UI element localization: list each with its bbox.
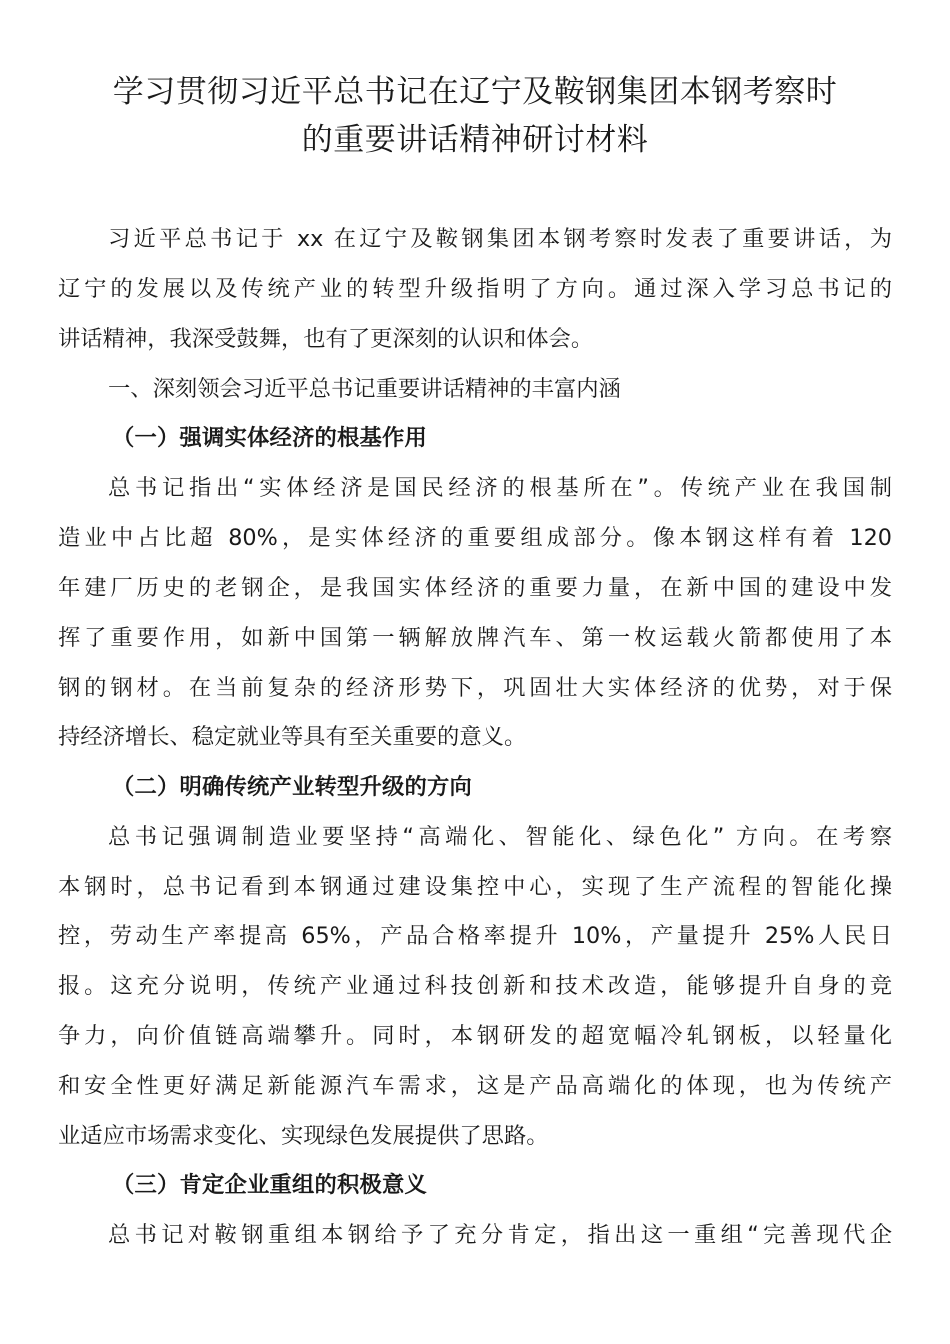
paragraph-line: 业适应市场需求变化、实现绿色发展提供了思路。 [58, 1123, 549, 1149]
document-title-line-1: 学习贯彻习近平总书记在辽宁及鞍钢集团本钢考察时 [112, 74, 838, 110]
subsection-heading: （二）明确传统产业转型升级的方向 [112, 774, 472, 800]
section-heading: 一、深刻领会习近平总书记重要讲话精神的丰富内涵 [108, 376, 621, 402]
paragraph-line: 争力，向价值链高端攀升。同时，本钢研发的超宽幅冷轧钢板，以轻量化 [58, 1023, 892, 1049]
paragraph-line: 讲话精神，我深受鼓舞，也有了更深刻的认识和体会。 [58, 326, 594, 352]
paragraph-line: 总书记指出“实体经济是国民经济的根基所在”。传统产业在我国制 [108, 475, 892, 501]
paragraph-line: 造业中占比超 80%，是实体经济的重要组成部分。像本钢这样有着 120 [58, 525, 892, 551]
subsection-heading: （一）强调实体经济的根基作用 [112, 425, 427, 451]
paragraph-line: 钢的钢材。在当前复杂的经济形势下，巩固壮大实体经济的优势，对于保 [58, 675, 892, 701]
paragraph-line: 挥了重要作用，如新中国第一辆解放牌汽车、第一枚运载火箭都使用了本 [58, 625, 892, 651]
paragraph-line: 控，劳动生产率提高 65%，产品合格率提升 10%，产量提升 25%人民日 [58, 923, 892, 949]
paragraph-line: 本钢时，总书记看到本钢通过建设集控中心，实现了生产流程的智能化操 [58, 874, 892, 900]
paragraph-line: 持经济增长、稳定就业等具有至关重要的意义。 [58, 724, 527, 750]
subsection-heading: （三）肯定企业重组的积极意义 [112, 1172, 427, 1198]
paragraph-line: 报。这充分说明，传统产业通过科技创新和技术改造，能够提升自身的竞 [58, 973, 892, 999]
paragraph-line: 总书记强调制造业要坚持“高端化、智能化、绿色化” 方向。在考察 [108, 824, 892, 850]
paragraph-line: 习近平总书记于 xx 在辽宁及鞍钢集团本钢考察时发表了重要讲话，为 [108, 226, 892, 252]
document-title-line-2: 的重要讲话精神研讨材料 [301, 122, 649, 158]
paragraph-line: 年建厂历史的老钢企，是我国实体经济的重要力量，在新中国的建设中发 [58, 575, 892, 601]
paragraph-line: 和安全性更好满足新能源汽车需求，这是产品高端化的体现，也为传统产 [58, 1073, 892, 1099]
paragraph-line: 辽宁的发展以及传统产业的转型升级指明了方向。通过深入学习总书记的 [58, 276, 892, 302]
paragraph-line: 总书记对鞍钢重组本钢给予了充分肯定，指出这一重组“完善现代企 [108, 1222, 892, 1248]
